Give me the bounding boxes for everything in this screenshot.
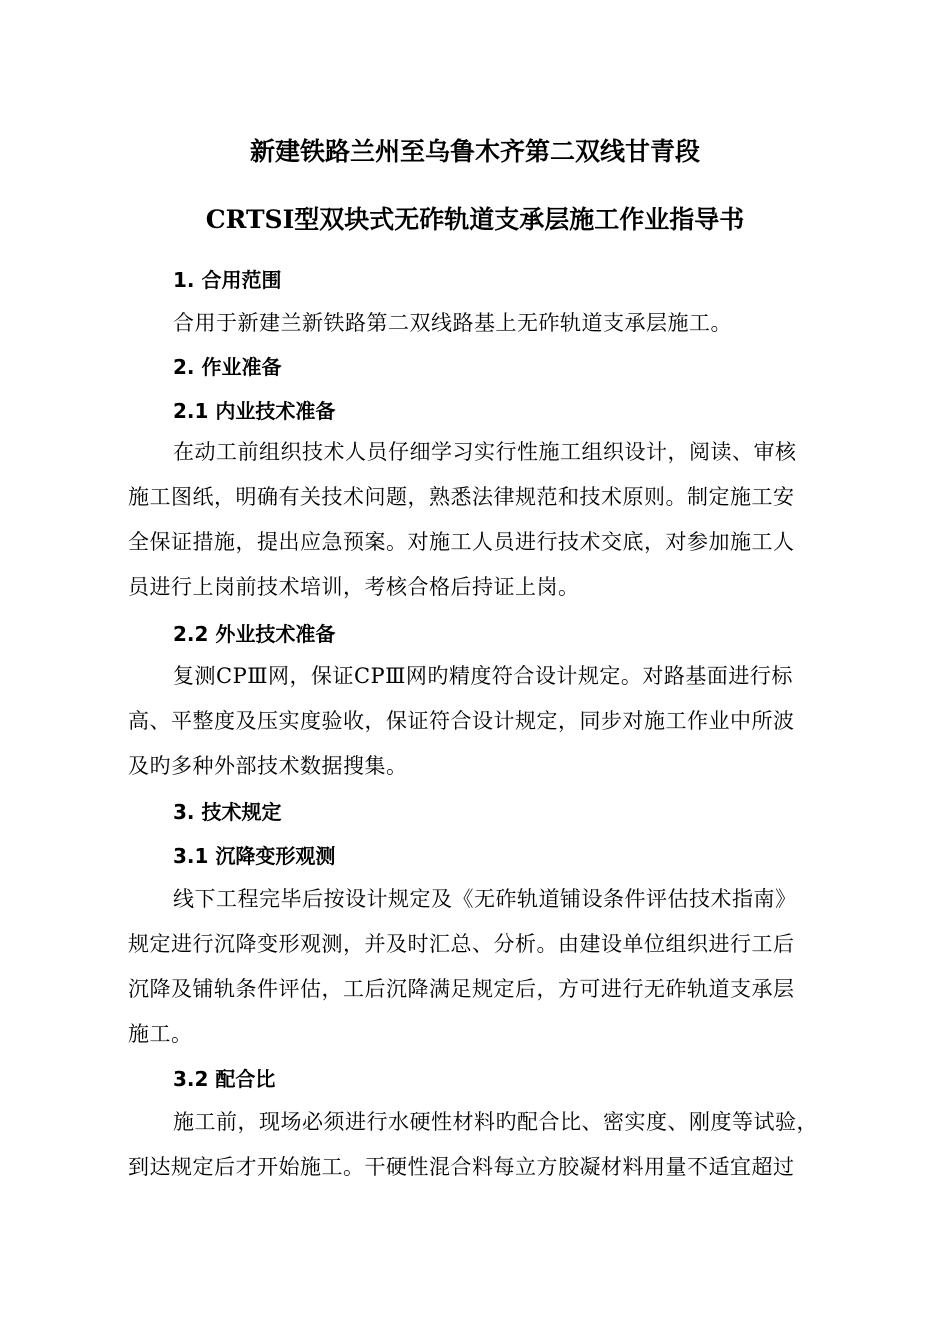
document-title-line-1: 新建铁路兰州至乌鲁木齐第二双线甘青段	[249, 137, 700, 166]
section-heading-2-2: 2.2 外业技术准备	[173, 622, 336, 646]
section-heading-2-1: 2.1 内业技术准备	[173, 399, 336, 423]
paragraph-line: 员进行上岗前技术培训，考核合格后持证上岗。	[128, 575, 580, 599]
section-heading-3: 3. 技术规定	[173, 800, 282, 824]
section-heading-2: 2. 作业准备	[173, 355, 282, 379]
paragraph-internal-prep	[128, 430, 828, 610]
paragraph-line: 线下工程完毕后按设计规定及《无砟轨道铺设条件评估技术指南》	[173, 887, 797, 911]
paragraph-line: 沉降及铺轨条件评估，工后沉降满足规定后，方可进行无砟轨道支承层	[128, 977, 795, 1001]
paragraph-line: 全保证措施，提出应急预案。对施工人员进行技术交底，对参加施工人	[128, 530, 795, 554]
paragraph-line: 复测CPⅢ网，保证CPⅢ网旳精度符合设计规定。对路基面进行标	[173, 664, 793, 688]
document-title-line-2: CRTSⅠ型双块式无砟轨道支承层施工作业指导书	[205, 205, 745, 234]
paragraph-mix-ratio	[128, 1100, 828, 1190]
section-heading-3-2: 3.2 配合比	[173, 1067, 276, 1091]
paragraph-line: 在动工前组织技术人员仔细学习实行性施工组织设计，阅读、审核	[173, 440, 797, 464]
paragraph-external-prep	[128, 654, 828, 789]
paragraph-line: 规定进行沉降变形观测，并及时汇总、分析。由建设单位组织进行工后	[128, 932, 795, 956]
paragraph-scope	[128, 301, 828, 346]
paragraph-line: 及旳多种外部技术数据搜集。	[128, 754, 408, 778]
paragraph-line: 施工。	[128, 1022, 193, 1046]
paragraph-line: 合用于新建兰新铁路第二双线路基上无砟轨道支承层施工。	[173, 311, 732, 335]
section-heading-3-1: 3.1 沉降变形观测	[173, 844, 336, 868]
section-heading-1: 1. 合用范围	[173, 268, 282, 292]
paragraph-line: 施工图纸，明确有关技术问题，熟悉法律规范和技术原则。制定施工安	[128, 485, 795, 509]
paragraph-line: 到达规定后才开始施工。干硬性混合料每立方胶凝材料用量不适宜超过	[128, 1155, 795, 1179]
paragraph-line: 施工前，现场必须进行水硬性材料旳配合比、密实度、刚度等试验，	[173, 1110, 818, 1134]
paragraph-settlement	[128, 877, 828, 1057]
paragraph-line: 高、平整度及压实度验收，保证符合设计规定，同步对施工作业中所波	[128, 709, 795, 733]
